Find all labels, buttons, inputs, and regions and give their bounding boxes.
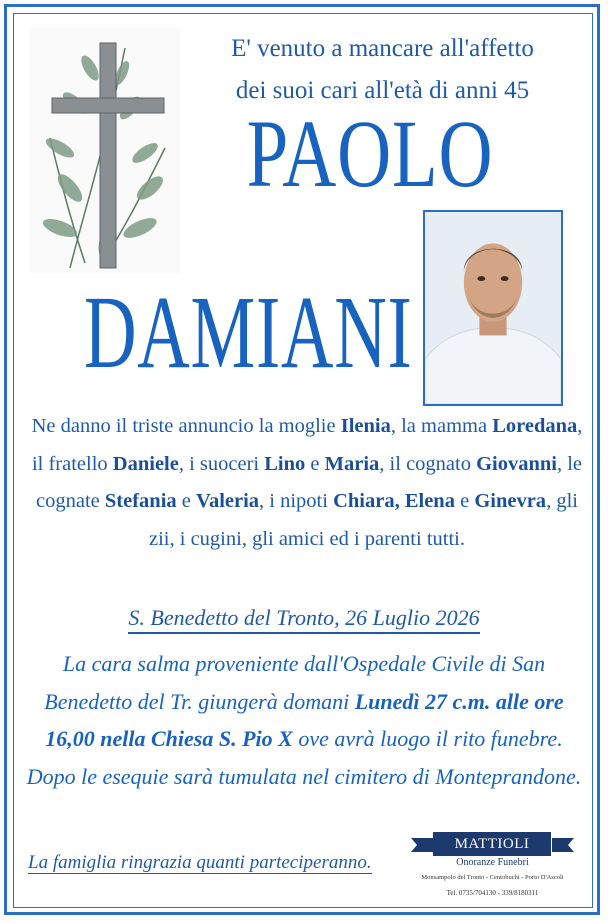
announcement-part: Ne danno il triste annuncio la moglie xyxy=(31,415,341,437)
announcement-part: e xyxy=(454,490,475,512)
first-name: PAOLO xyxy=(246,100,494,207)
funeral-datetime-location: Lunedì 27 c.m. alle ore 16,00 nella Chiesa S. Pio X xyxy=(45,688,564,751)
thanks-note xyxy=(28,852,403,874)
announcement-part: , le cognate xyxy=(36,452,583,512)
mother-name: Loredana xyxy=(492,415,578,437)
parent-in-law-name: Maria xyxy=(324,452,380,475)
niece-name: Ginevra xyxy=(474,490,547,512)
intro-line-1: E' venuto a mancare all'affetto xyxy=(231,35,534,62)
announcement-part: , il fratello xyxy=(31,415,583,475)
sister-in-law-name: Valeria xyxy=(196,490,260,512)
place-date-text: S. Benedetto del Tronto, 26 Luglio 2026 xyxy=(128,605,479,634)
announcement-part: , il cognato xyxy=(379,452,477,475)
funeral-home-address: Monsampolo del Tronto - Centobuchi - Porto D'Ascoli xyxy=(421,874,564,881)
brother-in-law-name: Giovanni xyxy=(476,452,557,475)
sister-in-law-name: Stefania xyxy=(104,490,177,512)
funeral-part: ove avrà luogo il rito funebre. Dopo le esequie sarà tumulata nel cimitero di Monteprandone. xyxy=(26,726,582,789)
announcement-part: , i nipoti xyxy=(259,490,334,512)
intro-line-2: dei suoi cari all'età di anni 45 xyxy=(235,77,530,104)
cross-with-leaves-icon xyxy=(30,28,180,273)
wife-name: Ilenia xyxy=(340,415,391,437)
funeral-part: La cara salma proveniente dall'Ospedale Civile di San Benedetto del Tr. giungerà domani xyxy=(44,651,546,714)
portrait-photo xyxy=(423,210,563,406)
place-date xyxy=(60,605,548,631)
brother-name: Daniele xyxy=(112,452,179,475)
announcement-part: e xyxy=(176,490,197,512)
announcement-text xyxy=(26,408,588,558)
parent-in-law-name: Lino xyxy=(264,452,306,475)
funeral-home-subtitle: Onoranze Funebri xyxy=(456,857,529,868)
announcement-part: , la mamma xyxy=(390,415,493,437)
funeral-home-name: MATTIOLI xyxy=(433,832,551,856)
last-name: DAMIANI xyxy=(84,275,413,390)
funeral-details xyxy=(20,645,588,795)
announcement-part: e xyxy=(305,452,325,475)
funeral-home-phone: Tel. 0735/704130 - 339/8180311 xyxy=(446,889,539,897)
funeral-home-logo xyxy=(405,832,580,907)
niece-names: Chiara, Elena xyxy=(333,490,455,512)
thanks-text: La famiglia ringrazia quanti parteciperanno. xyxy=(28,852,372,873)
announcement-part: , i suoceri xyxy=(178,452,265,475)
announcement-part: , gli zii, i cugini, gli amici ed i parenti tutti. xyxy=(149,490,578,550)
